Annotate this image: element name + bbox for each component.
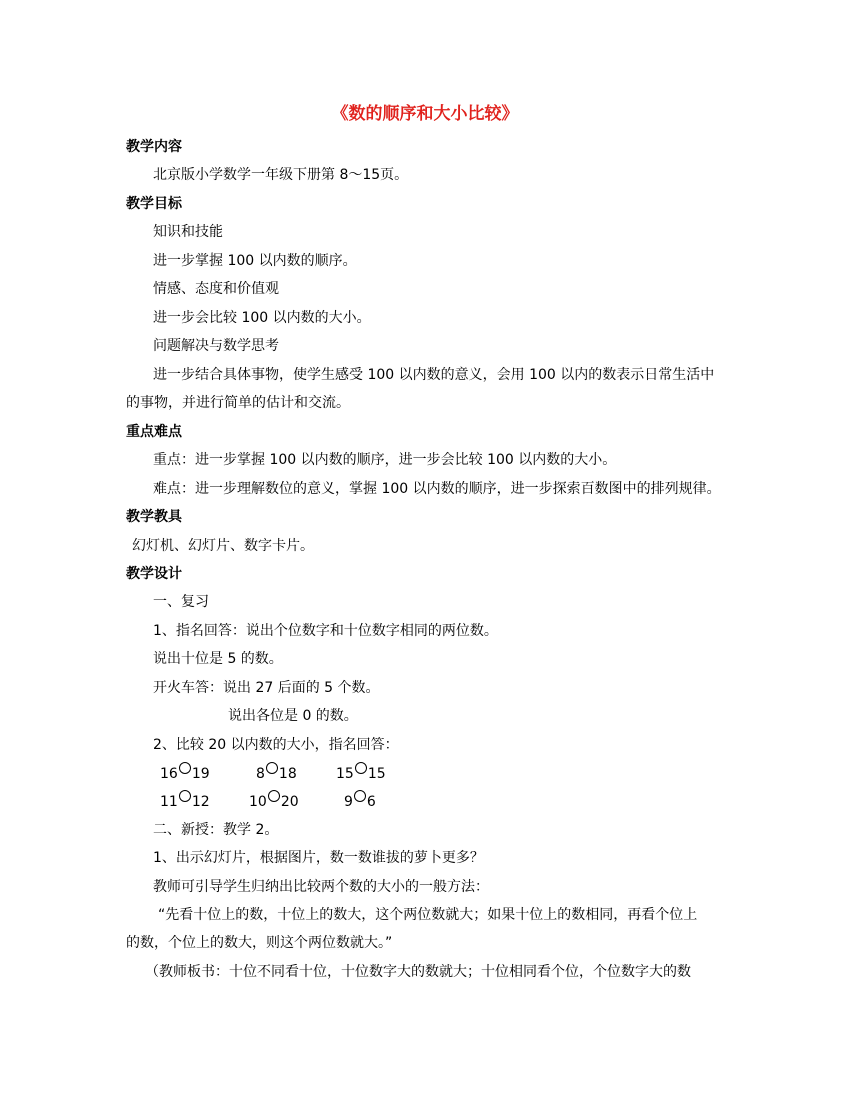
review-item-1b: 说出十位是 5 的数。 (153, 651, 283, 667)
goal1-text: 进一步掌握 100 以内数的顺序。 (153, 253, 357, 269)
compare-left: 11 (160, 794, 178, 810)
blank-circle-icon (268, 790, 280, 802)
new-title: 二、新授：教学 2。 (153, 822, 279, 838)
review-train: 开火车答：说出 27 后面的 5 个数。 (153, 680, 380, 696)
review-item-2: 2、比较 20 以内数的大小，指名回答： (153, 737, 399, 753)
compare-item (160, 762, 210, 785)
compare-item (256, 762, 297, 785)
compare-item (160, 790, 210, 813)
quote-line1: “先看十位上的数，十位上的数大，这个两位数就大；如果十位上的数相同，再看个位上 (158, 907, 698, 923)
compare-left: 15 (336, 766, 354, 782)
review-title: 一、复习 (153, 594, 209, 610)
blank-circle-icon (355, 762, 367, 774)
compare-right: 19 (191, 766, 210, 782)
compare-left: 10 (249, 794, 267, 810)
compare-left: 16 (160, 766, 178, 782)
heading-design: 教学设计 (126, 566, 182, 582)
key-point: 重点：进一步掌握 100 以内数的顺序，进一步会比较 100 以内数的大小。 (153, 452, 617, 468)
new-item-1: 1、出示幻灯片，根据图片，数一数谁拔的萝卜更多？ (153, 850, 484, 866)
goal2-text: 进一步会比较 100 以内数的大小。 (153, 310, 371, 326)
tools-text: 幻灯机、幻灯片、数字卡片。 (132, 538, 314, 554)
goal1-title: 知识和技能 (153, 224, 223, 240)
blank-circle-icon (266, 762, 278, 774)
compare-item (249, 790, 299, 813)
review-item-1: 1、指名回答：说出个位数字和十位数字相同的两位数。 (153, 623, 498, 639)
compare-left: 9 (344, 794, 353, 810)
compare-item (336, 762, 386, 785)
page-title: 《数的顺序和大小比较》 (331, 104, 519, 124)
goal3-title: 问题解决与数学思考 (153, 338, 279, 354)
blank-circle-icon (179, 762, 191, 774)
quote-line2: 的数，个位上的数大，则这个两位数就大。” (126, 935, 393, 951)
blank-circle-icon (354, 790, 366, 802)
heading-content: 教学内容 (126, 139, 182, 155)
compare-left: 8 (256, 766, 265, 782)
compare-right: 6 (366, 794, 376, 810)
compare-item (344, 790, 376, 813)
content-text: 北京版小学数学一年级下册第 8～15页。 (153, 167, 409, 183)
goal3-text-line1: 进一步结合具体事物，使学生感受 100 以内数的意义，会用 100 以内的数表示日常生活中 (153, 367, 715, 383)
blank-circle-icon (179, 790, 191, 802)
compare-right: 12 (191, 794, 210, 810)
new-item-2: 教师可引导学生归纳出比较两个数的大小的一般方法： (153, 879, 489, 895)
compare-right: 15 (367, 766, 386, 782)
board-line: （教师板书：十位不同看十位，十位数字大的数就大；十位相同看个位，个位数字大的数 (145, 964, 691, 980)
goal2-title: 情感、态度和价值观 (153, 281, 279, 297)
review-train-b: 说出各位是 0 的数。 (228, 708, 358, 724)
heading-goals: 教学目标 (126, 196, 182, 212)
heading-tools: 教学教具 (126, 509, 182, 525)
goal3-text-line2: 的事物，并进行简单的估计和交流。 (126, 395, 350, 411)
difficult-point: 难点：进一步理解数位的意义，掌握 100 以内数的顺序，进一步探索百数图中的排列规律。 (153, 481, 721, 497)
compare-right: 18 (278, 766, 297, 782)
compare-right: 20 (280, 794, 299, 810)
heading-key: 重点难点 (126, 424, 182, 440)
